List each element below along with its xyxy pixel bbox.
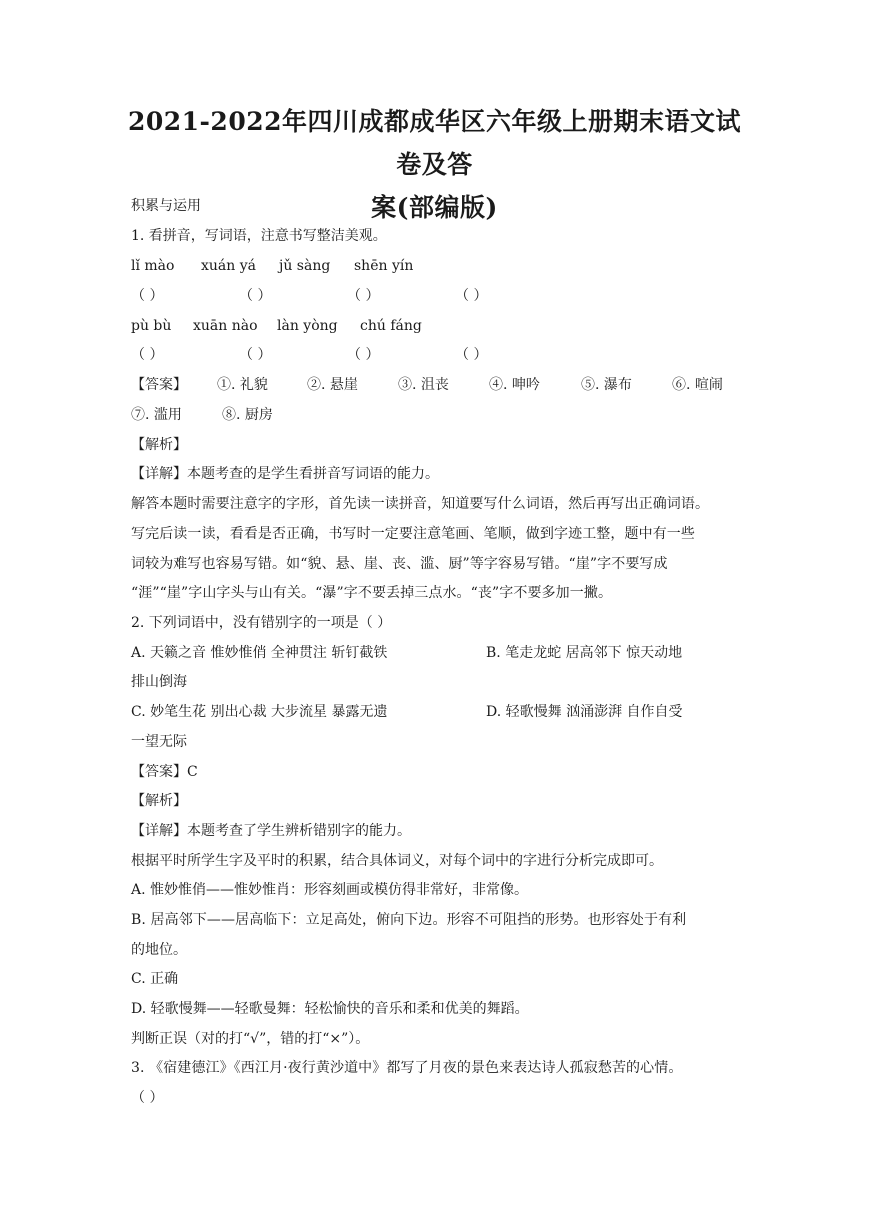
q3-stem: 3. 《宿建德江》《西江月·夜行黄沙道中》都写了月夜的景色来表达诗人孤寂愁苦的心情。 — [131, 1060, 683, 1076]
option-b: B. 笔走龙蛇 居高邻下 惊天动地 — [486, 645, 683, 661]
pinyin-item: pù bù — [131, 318, 172, 334]
q2-explain-b-continued: 的地位。 — [131, 942, 187, 958]
option-b-continued: 排山倒海 — [131, 674, 187, 690]
q2-explain-c: C. 正确 — [131, 971, 179, 987]
q1-para-3: 词较为难写也容易写错。如“貌、悬、崖、丧、滥、厨”等字容易写错。“崖”字不要写成 — [131, 556, 668, 572]
answer-item: ⑥. 喧闹 — [672, 377, 723, 393]
option-a: A. 天籁之音 惟妙惟俏 全神贯注 斩钉截铁 — [131, 645, 388, 661]
answer-item: ⑦. 滥用 — [131, 407, 182, 423]
q2-explain-b: B. 居高邻下——居高临下：立足高处，俯向下边。形容不可阻挡的形势。也形容处于有利 — [131, 912, 687, 928]
answer-bracket: （ ） — [239, 288, 272, 304]
option-d-continued: 一望无际 — [131, 734, 187, 750]
q2-basis: 根据平时所学生字及平时的积累，结合具体词义，对每个词中的字进行分析完成即可。 — [131, 853, 663, 869]
answer-bracket: （ ） — [455, 288, 488, 304]
answer-label: 【答案】 — [131, 377, 187, 393]
answer-item: ②. 悬崖 — [307, 377, 358, 393]
q3-bracket: （ ） — [131, 1090, 164, 1106]
pinyin-item: jǔ sàng — [279, 258, 331, 274]
q2-answer: 【答案】C — [131, 764, 198, 780]
answer-item: ⑧. 厨房 — [222, 407, 273, 423]
pinyin-item: xuān nào — [193, 318, 258, 334]
answer-bracket: （ ） — [347, 288, 380, 304]
option-d: D. 轻歌慢舞 汹涌澎湃 自作自受 — [486, 704, 683, 720]
answer-bracket: （ ） — [239, 347, 272, 363]
q1-analysis-label: 【解析】 — [131, 437, 187, 453]
answer-item: ③. 沮丧 — [398, 377, 449, 393]
q1-para-2: 写完后读一读，看看是否正确，书写时一定要注意笔画、笔顺，做到字迹工整，题中有一些 — [131, 526, 695, 542]
q1-para-1: 解答本题时需要注意字的字形，首先读一读拼音，知道要写什么词语，然后再写出正确词语。 — [131, 496, 710, 512]
pinyin-item: lǐ mào — [131, 258, 175, 274]
answer-bracket: （ ） — [131, 347, 164, 363]
pinyin-item: chú fáng — [360, 318, 422, 334]
q2-explain-a: A. 惟妙惟俏——惟妙惟肖：形容刻画或模仿得非常好，非常像。 — [131, 882, 529, 898]
pinyin-item: shēn yín — [354, 258, 414, 274]
answer-item: ①. 礼貌 — [217, 377, 268, 393]
answer-bracket: （ ） — [131, 288, 164, 304]
answer-item: ④. 呻吟 — [489, 377, 540, 393]
q2-analysis-label: 【解析】 — [131, 793, 187, 809]
judge-instruction: 判断正误（对的打“√”，错的打“×”）。 — [131, 1031, 370, 1047]
pinyin-item: làn yòng — [277, 318, 338, 334]
answer-bracket: （ ） — [347, 347, 380, 363]
q2-stem: 2. 下列词语中，没有错别字的一项是（ ） — [131, 615, 392, 631]
document-title — [120, 100, 749, 229]
title-line-1: 2021-2022年四川成都成华区六年级上册期末语文试卷及答 — [127, 107, 742, 179]
title-line-2: 案(部编版) — [371, 193, 498, 222]
q2-detail: 【详解】本题考查了学生辨析错别字的能力。 — [131, 823, 411, 839]
q1-detail: 【详解】本题考查的是学生看拼音写词语的能力。 — [131, 466, 439, 482]
answer-bracket: （ ） — [455, 347, 488, 363]
option-c: C. 妙笔生花 别出心裁 大步流星 暴露无遗 — [131, 704, 388, 720]
q1-answer-line-1 — [131, 373, 737, 397]
q1-para-4: “涯”“崖”字山字头与山有关。“瀑”字不要丢掉三点水。“丧”字不要多加一撇。 — [131, 585, 613, 601]
q2-explain-d: D. 轻歌慢舞——轻歌曼舞：轻松愉快的音乐和柔和优美的舞蹈。 — [131, 1001, 529, 1017]
answer-item: ⑤. 瀑布 — [581, 377, 632, 393]
pinyin-item: xuán yá — [201, 258, 256, 274]
section-heading: 积累与运用 — [131, 198, 201, 214]
q1-stem: 1. 看拼音，写词语，注意书写整洁美观。 — [131, 228, 387, 244]
